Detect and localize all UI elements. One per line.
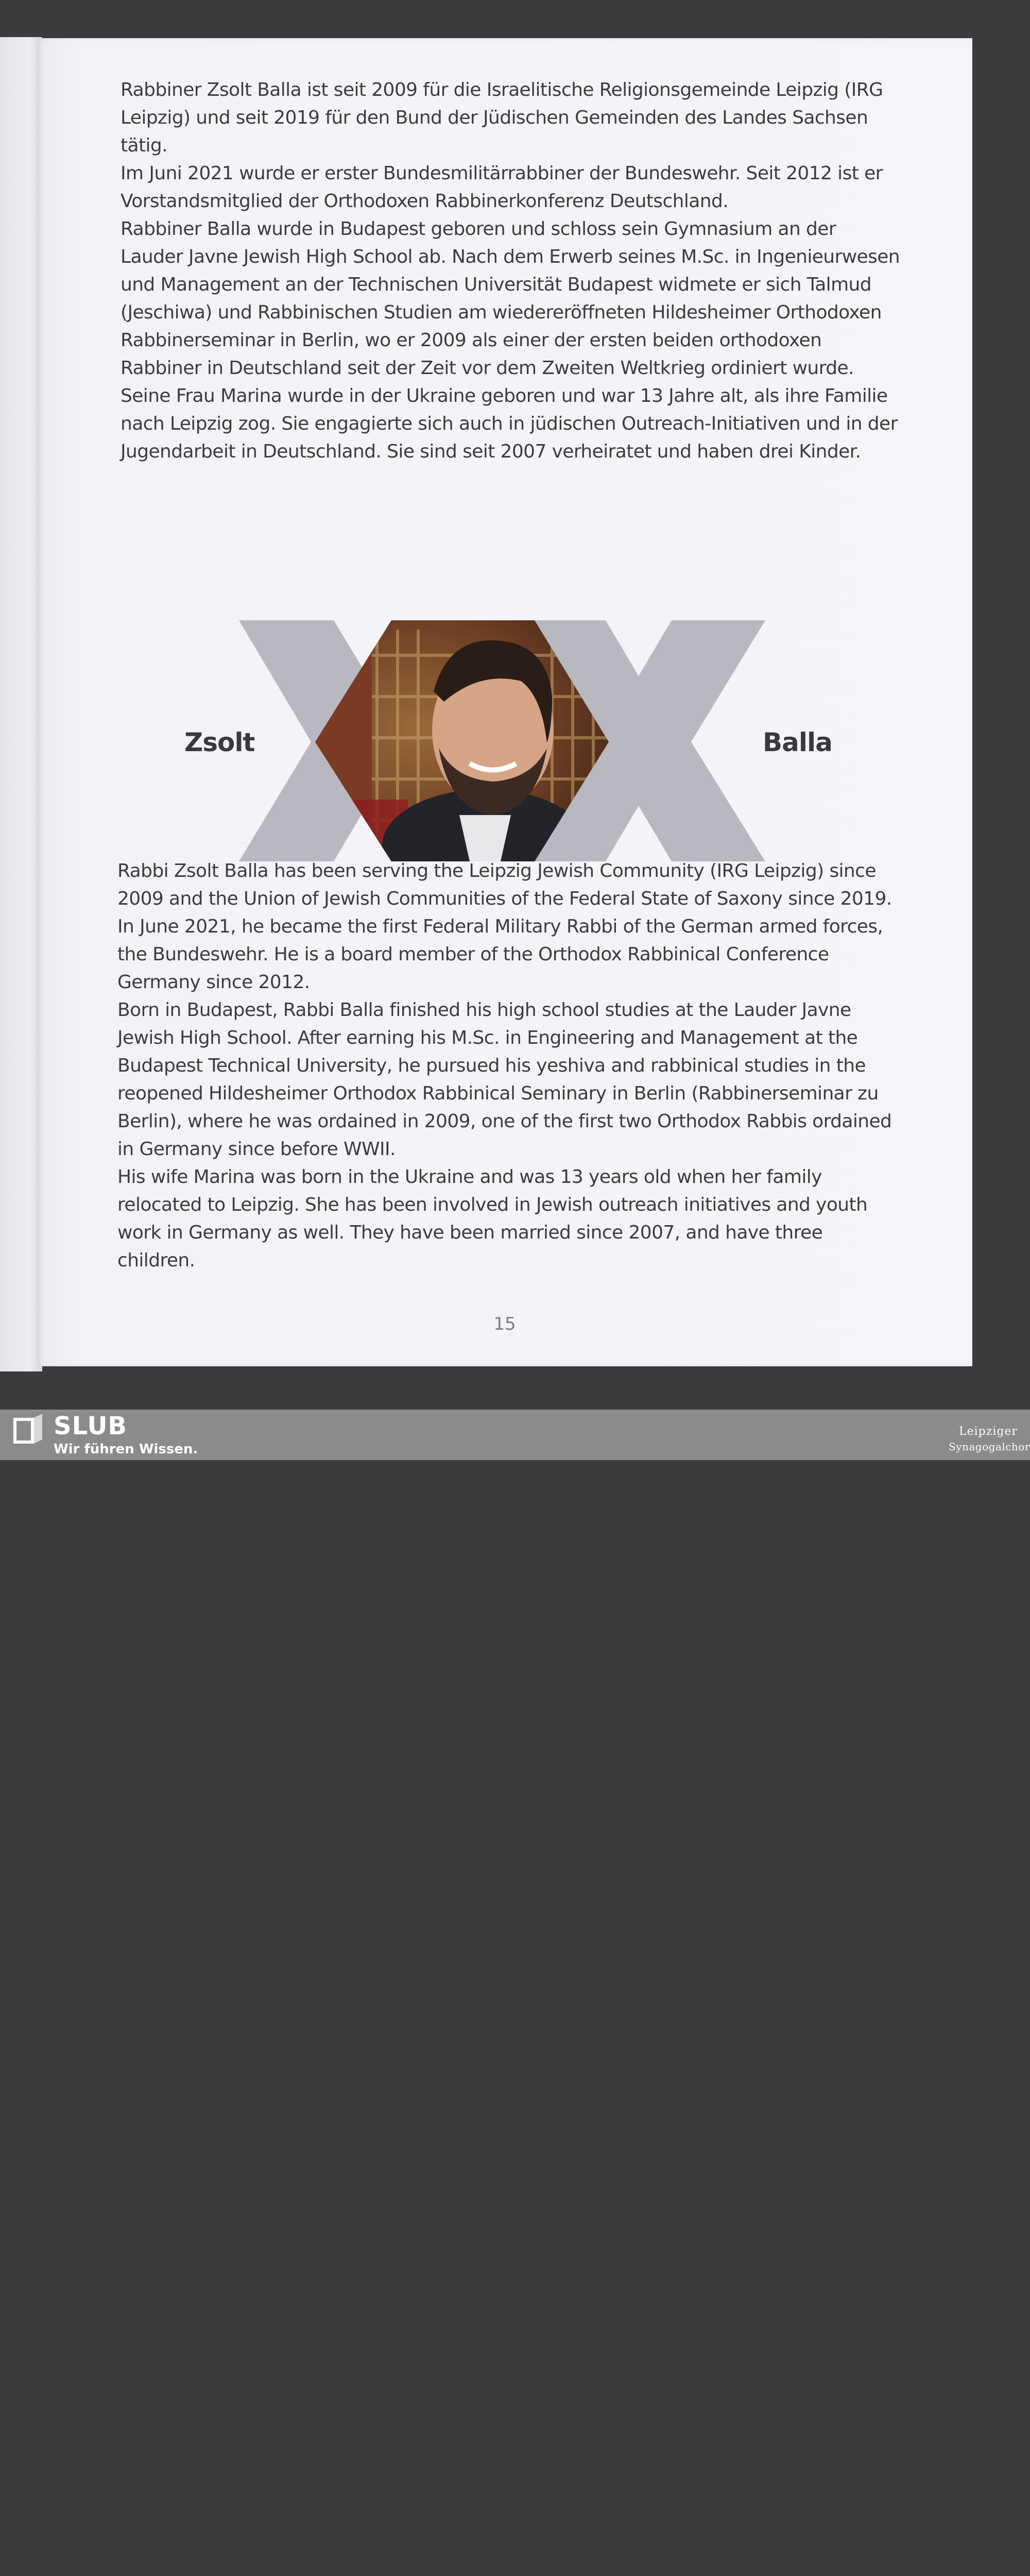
previous-page-edge xyxy=(0,37,42,1371)
choir-name-line2: Synagogalchor xyxy=(949,1440,1030,1453)
portrait-graphic xyxy=(192,594,861,882)
portrait-banner xyxy=(192,594,861,882)
german-paragraph: Seine Frau Marina wurde in der Ukraine geboren und war 13 Jahre alt, als ihre Familie nach Leipzig zog. Sie engagierte sich auch in jüdischen Outreach-Initiativen und in der Jugendarbeit in Deutschland. Sie sind seit 2007 verheiratet und haben drei Kinder. xyxy=(121,385,898,462)
german-paragraph: Rabbiner Zsolt Balla ist seit 2009 für die Israelitische Religionsgemeinde Leipzig (IRG Leipzig) und seit 2019 für den Bund der Jüdischen Gemeinden des Landes Sachsen tätig. xyxy=(121,79,883,156)
booklet-page xyxy=(37,38,972,1366)
last-name-label: Balla xyxy=(763,727,832,757)
slub-book-icon xyxy=(11,1413,44,1446)
first-name-label: Zsolt xyxy=(184,727,255,757)
page-number: 15 xyxy=(493,1314,516,1334)
library-tagline: Wir führen Wissen. xyxy=(54,1442,198,1457)
library-name: SLUB xyxy=(54,1412,128,1440)
english-biography xyxy=(117,857,900,1275)
german-biography xyxy=(121,76,903,466)
german-paragraph: Im Juni 2021 wurde er erster Bundesmilitärrabbiner der Bundeswehr. Seit 2012 ist er Vorstandsmitglied der Orthodoxen Rabbinerkonferenz Deutschland. xyxy=(121,163,883,212)
german-paragraph: Rabbiner Balla wurde in Budapest geboren und schloss sein Gymnasium an der Lauder Javne Jewish High School ab. Nach dem Erwerb seines M.Sc. in Ingenieurwesen und Management an der Technischen Universität Budapest widmete er sich Talmud (Jeschiwa) und Rabbinischen Studien am wiedereröffneten Hildesheimer Orthodoxen Rabbinerseminar in Berlin, wo er 2009 als einer der ersten beiden orthodoxen Rabbiner in Deutschland seit der Zeit vor dem Zweiten Weltkrieg ordiniert wurde. xyxy=(121,218,900,379)
choir-name-line1: Leipziger xyxy=(959,1425,1018,1438)
english-paragraph: His wife Marina was born in the Ukraine and was 13 years old when her family relocated to Leipzig. She has been involved in Jewish outreach initiatives and youth work in Germany as well. They have been married since 2007, and have three children. xyxy=(117,1166,868,1271)
english-paragraph: Born in Budapest, Rabbi Balla finished his high school studies at the Lauder Javne Jewish High School. After earning his M.Sc. in Engineering and Management at the Budapest Technical University, he pursued his yeshiva and rabbinical studies in the reopened Hildesheimer Orthodox Rabbinical Seminary in Berlin (Rabbinerseminar zu Berlin), where he was ordained in 2009, one of the first two Orthodox Rabbis ordained in Germany since before WWII. xyxy=(117,999,892,1160)
english-paragraph: Rabbi Zsolt Balla has been serving the Leipzig Jewish Community (IRG Leipzig) since 2009 and the Union of Jewish Communities of the Federal State of Saxony since 2019. In June 2021, he became the first Federal Military Rabbi of the German armed forces, the Bundeswehr. He is a board member of the Orthodox Rabbinical Conference Germany since 2012. xyxy=(117,860,892,993)
